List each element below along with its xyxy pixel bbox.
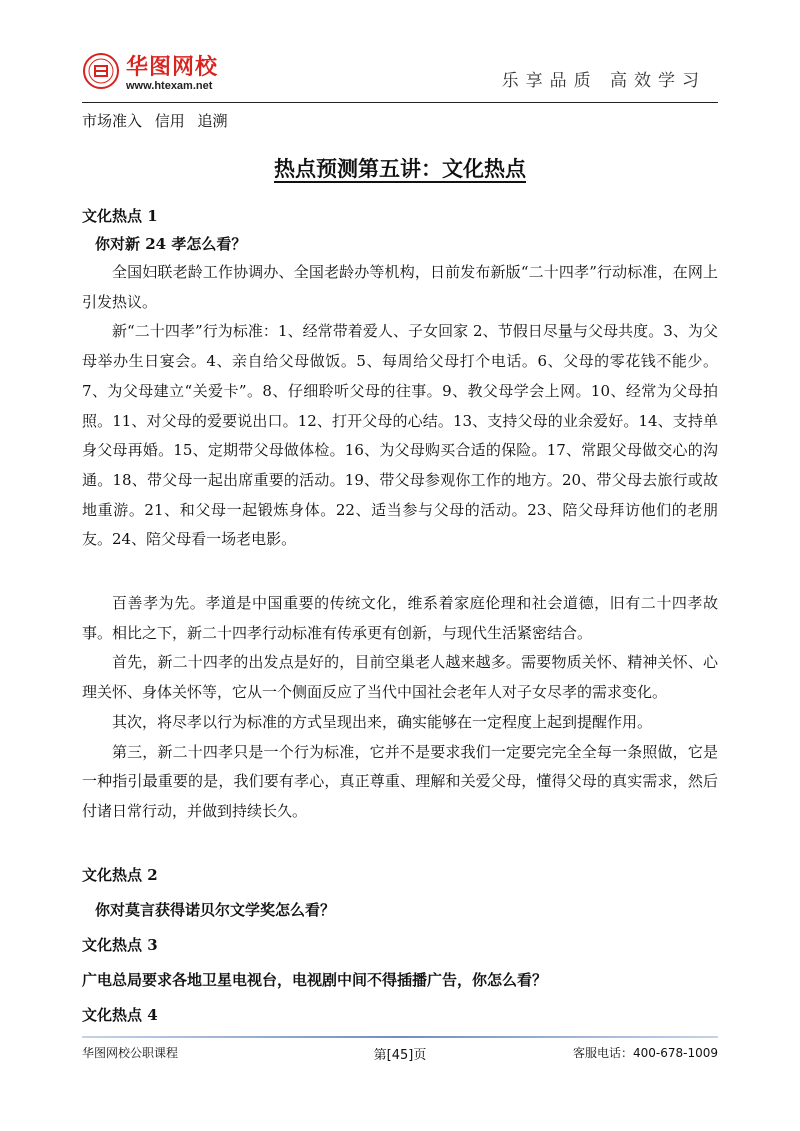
spacer — [82, 827, 718, 861]
brand-logo[interactable] — [82, 50, 232, 96]
analysis-paragraph: 首先，新二十四孝的出发点是好的，目前空巢老人越来越多。需要物质关怀、精神关怀、心理关怀、身体关怀等，它从一个侧面反应了当代中国社会老年人对子女尽孝的需求变化。 — [82, 653, 718, 702]
section-1-paragraph: 新“二十四孝”行为标准：1、经常带着爱人、子女回家 2、节假日尽量与父母共度。3、为父母举办生日宴会。4、亲自给父母做饭。5、每周给父母打个电话。6、父母的零花钱不能少。7、为父母建立“关爱卡”。8、仔细聆听父母的往事。9、教父母学会上网。10、经常为父母拍照。11、对父母的爱要说出口。12、打开父母的心结。13、支持父母的业余爱好。14、支持单身父母再婚。15、定期带父母做体检。16、为父母购买合适的保险。17、常跟父母做交心的沟通。18、带父母一起出席重要的活动。19、带父母参观你工作的地方。20、带父母去旅行或故地重游。21、和父母一起锻炼身体。22、适当参与父母的活动。23、陪父母拜访他们的老朋友。24、陪父母看一场老电影。 — [82, 322, 718, 549]
analysis-paragraph: 百善孝为先。孝道是中国重要的传统文化，维系着家庭伦理和社会道德，旧有二十四孝故事。相比之下，新二十四孝行动标准有传承更有创新，与现代生活紧密结合。 — [82, 594, 718, 642]
header-slogan: 乐享品质 高效学习 — [501, 71, 706, 91]
section-3-label: 文化热点 3 — [82, 935, 158, 954]
section-1-question: 你对新 24 孝怎么看？ — [95, 235, 247, 253]
logo-url[interactable]: www.htexam.net — [126, 80, 213, 92]
spacer — [82, 924, 718, 931]
footer-course-name: 华图网校公职课程 — [82, 1046, 179, 1060]
spacer — [82, 555, 718, 589]
header-divider — [82, 102, 718, 103]
spacer — [82, 994, 718, 1001]
section-1-paragraph: 全国妇联老龄工作协调办、全国老龄办等机构，日前发布新版“二十四孝”行动标准，在网上引发热议。 — [82, 263, 718, 311]
page-footer — [82, 1044, 718, 1066]
section-3-question: 广电总局要求各地卫星电视台，电视剧中间不得插播广告，你怎么看？ — [82, 970, 548, 989]
keywords-line: 市场准入 信用 追溯 — [82, 112, 228, 130]
footer-divider — [82, 1036, 718, 1038]
page-title: 热点预测第五讲：文化热点 — [274, 157, 526, 181]
section-4-label: 文化热点 4 — [82, 1005, 158, 1024]
school-seal-icon — [82, 52, 120, 90]
section-2-question: 你对莫言获得诺贝尔文学奖怎么看？ — [95, 900, 336, 919]
section-2-label: 文化热点 2 — [82, 865, 158, 884]
page-header — [82, 44, 718, 102]
footer-service-phone: 客服电话：400-678-1009 — [572, 1046, 718, 1060]
page-number: 第[45]页 — [373, 1048, 427, 1063]
spacer — [82, 959, 718, 966]
analysis-paragraph: 第三，新二十四孝只是一个行为标准，它并不是要求我们一定要完完全全每一条照做，它是一种指引最重要的是，我们要有孝心，真正尊重、理解和关爱父母，懂得父母的真实需求，然后付诸日常行动，并做到持续长久。 — [82, 742, 718, 820]
main-content — [82, 202, 718, 1029]
spacer — [82, 889, 718, 896]
section-1-label: 文化热点 1 — [82, 207, 158, 225]
logo-name: 华图网校 — [126, 55, 219, 80]
analysis-paragraph: 其次，将尽孝以行为标准的方式呈现出来，确实能够在一定程度上起到提醒作用。 — [112, 712, 653, 731]
